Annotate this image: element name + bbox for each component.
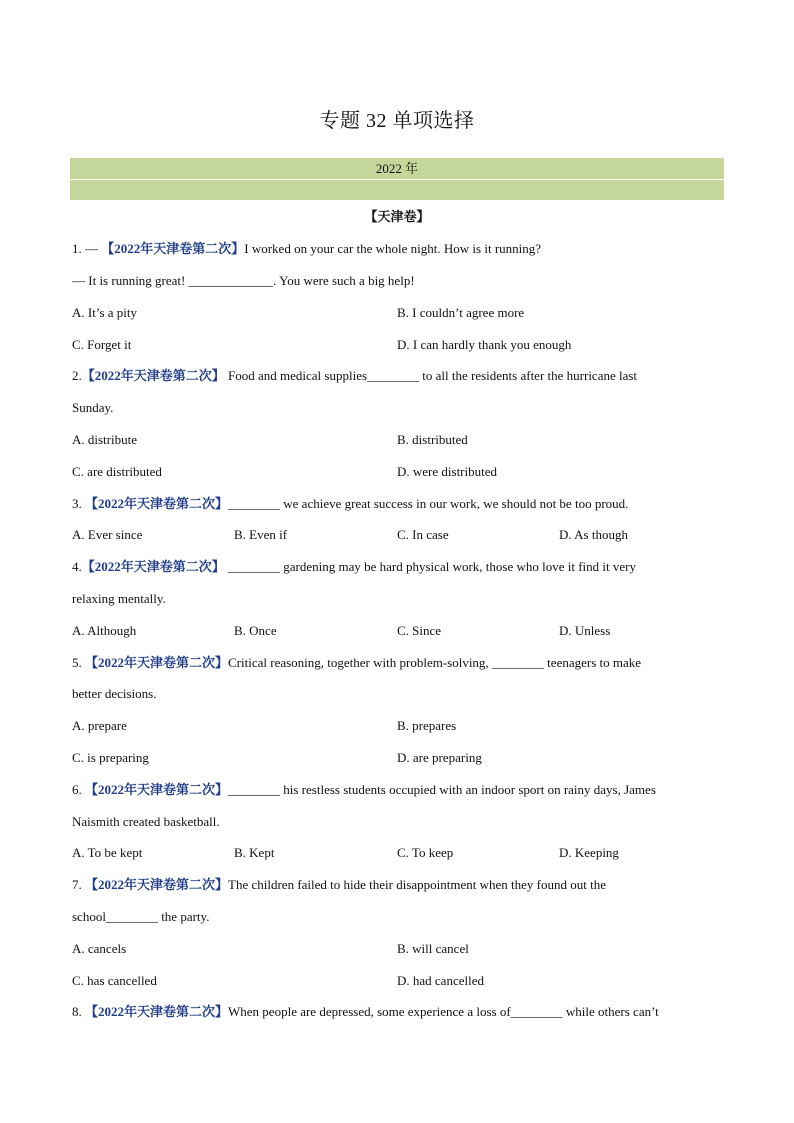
question-1-line-1 bbox=[72, 241, 541, 257]
question-number: 2. bbox=[72, 368, 82, 383]
source-tag: 【2022年天津卷第二次】 bbox=[81, 559, 225, 574]
source-tag: 【2022年天津卷第二次】 bbox=[81, 368, 225, 383]
question-text: When people are depressed, some experience a loss of________ while others can’t bbox=[228, 1004, 659, 1019]
source-tag: 【2022年天津卷第二次】 bbox=[85, 655, 229, 670]
option-c: C. is preparing bbox=[72, 750, 149, 765]
option-a: A. It’s a pity bbox=[72, 305, 137, 320]
question-3-line-1 bbox=[72, 496, 628, 512]
year-band bbox=[70, 158, 724, 179]
question-1-line-2: — It is running great! _____________. You were such a big help! bbox=[72, 273, 415, 288]
option-b: B. will cancel bbox=[397, 941, 469, 956]
option-b: B. I couldn’t agree more bbox=[397, 305, 525, 320]
option-a: A. distribute bbox=[72, 432, 137, 447]
option-c: C. Since bbox=[397, 623, 442, 638]
question-number: 6. bbox=[72, 782, 85, 797]
question-text: Critical reasoning, together with problem-solving, ________ teenagers to make bbox=[228, 655, 642, 670]
option-d: D. were distributed bbox=[397, 464, 498, 479]
option-a: A. prepare bbox=[72, 718, 127, 733]
option-d: D. are preparing bbox=[397, 750, 482, 765]
question-5-line-1 bbox=[72, 655, 641, 671]
question-text: I worked on your car the whole night. How is it running? bbox=[244, 241, 542, 256]
question-6-line-2: Naismith created basketball. bbox=[72, 814, 220, 829]
source-tag: 【2022年天津卷第二次】 bbox=[101, 241, 245, 256]
question-number: 5. bbox=[72, 655, 85, 670]
option-c: C. are distributed bbox=[72, 464, 162, 479]
question-number: 7. bbox=[72, 877, 85, 892]
option-d: D. Keeping bbox=[559, 845, 619, 860]
option-b: B. Once bbox=[234, 623, 277, 638]
source-tag: 【2022年天津卷第二次】 bbox=[85, 877, 229, 892]
question-2-line-1 bbox=[72, 368, 637, 384]
question-number: 1. bbox=[72, 241, 85, 256]
option-d: D. As though bbox=[559, 527, 628, 542]
question-text: ________ we achieve great success in our work, we should not be too proud. bbox=[228, 496, 629, 511]
source-tag: 【2022年天津卷第二次】 bbox=[85, 1004, 229, 1019]
question-text: The children failed to hide their disappointment when they found out the bbox=[228, 877, 606, 892]
option-c: C. Forget it bbox=[72, 337, 132, 352]
question-text: Food and medical supplies________ to all the residents after the hurricane last bbox=[224, 368, 638, 383]
question-5-line-2: better decisions. bbox=[72, 686, 157, 701]
question-number: 3. bbox=[72, 496, 85, 511]
option-b: B. distributed bbox=[397, 432, 468, 447]
option-c: C. In case bbox=[397, 527, 449, 542]
option-d: D. had cancelled bbox=[397, 973, 484, 988]
year-band-lower bbox=[70, 180, 724, 200]
question-text: ________ gardening may be hard physical work, those who love it find it very bbox=[224, 559, 636, 574]
option-a: A. Although bbox=[72, 623, 137, 638]
question-7-line-1 bbox=[72, 877, 606, 893]
option-c: C. has cancelled bbox=[72, 973, 157, 988]
question-4-line-1 bbox=[72, 559, 636, 575]
question-4-line-2: relaxing mentally. bbox=[72, 591, 166, 606]
question-2-line-2: Sunday. bbox=[72, 400, 114, 415]
question-7-line-2: school________ the party. bbox=[72, 909, 210, 924]
dash: — bbox=[85, 241, 102, 256]
question-number: 4. bbox=[72, 559, 82, 574]
question-8-line-1 bbox=[72, 1004, 659, 1020]
question-number: 8. bbox=[72, 1004, 85, 1019]
question-text: ________ his restless students occupied with an indoor sport on rainy days, James bbox=[228, 782, 656, 797]
option-c: C. To keep bbox=[397, 845, 454, 860]
option-d: D. Unless bbox=[559, 623, 611, 638]
section-heading: 【天津卷】 bbox=[364, 209, 430, 224]
option-b: B. Even if bbox=[234, 527, 288, 542]
source-tag: 【2022年天津卷第二次】 bbox=[85, 496, 229, 511]
option-a: A. Ever since bbox=[72, 527, 143, 542]
year-label: 2022 年 bbox=[375, 161, 419, 176]
source-tag: 【2022年天津卷第二次】 bbox=[85, 782, 229, 797]
option-b: B. Kept bbox=[234, 845, 275, 860]
option-d: D. I can hardly thank you enough bbox=[397, 337, 572, 352]
page-title: 专题 32 单项选择 bbox=[319, 110, 475, 132]
question-6-line-1 bbox=[72, 782, 656, 798]
option-a: A. cancels bbox=[72, 941, 127, 956]
option-b: B. prepares bbox=[397, 718, 457, 733]
option-a: A. To be kept bbox=[72, 845, 143, 860]
